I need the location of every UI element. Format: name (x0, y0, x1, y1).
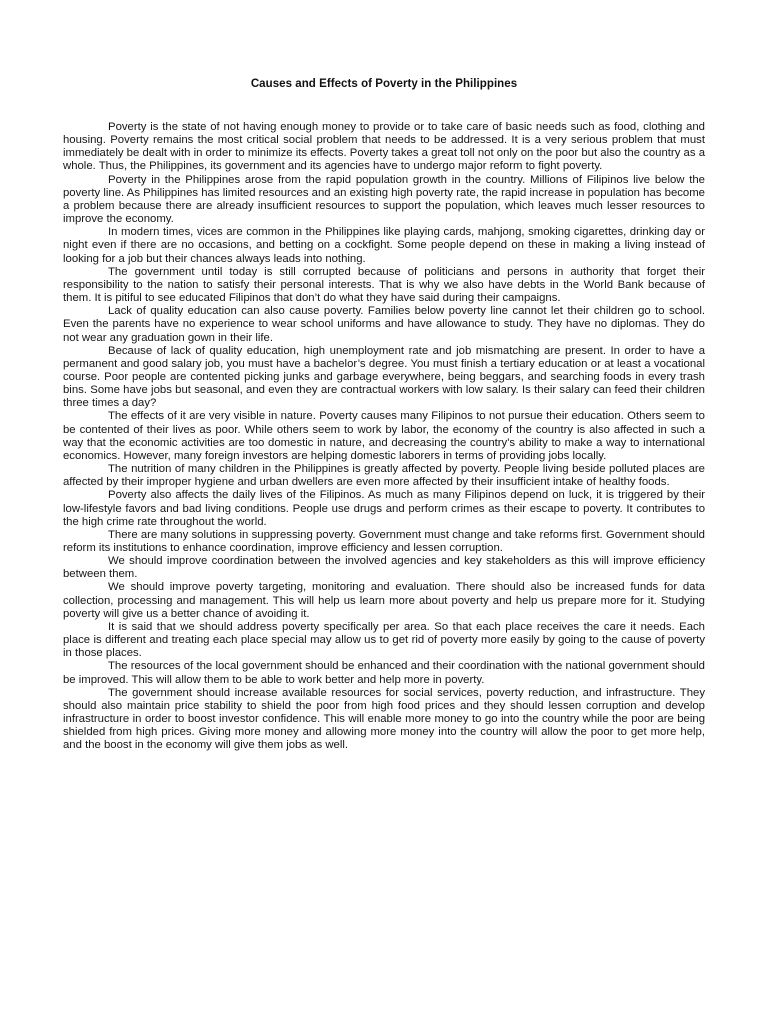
paragraph: The government should increase available resources for social services, poverty reduction, and infrastructure. They should also maintain price stability to shield the poor from high food prices and they should lessen corruption and develop infrastructure in order to boost investor confidence. This will enable more money to go into the country while the poor are being shielded from high prices. Giving more money and allowing more money into the country will allow the poor to get more help, and the boost in the economy will give them jobs as well. (63, 686, 705, 752)
paragraph: Poverty is the state of not having enough money to provide or to take care of basic needs such as food, clothing and housing. Poverty remains the most critical social problem that needs to be addressed. It is a very serious problem that must immediately be dealt with in order to minimize its effects. Poverty takes a great toll not only on the poor but also the country as a whole. Thus, the Philippines, its government and its agencies have to undergo major reform to fight poverty. (63, 121, 705, 173)
paragraph: The effects of it are very visible in nature. Poverty causes many Filipinos to not pursue their education. Others seem to be contented of their lives as poor. While others seem to work by labor, the economy of the country is also affected in such a way that the economic activities are too domestic in nature, and decreasing the country's ability to make a way to international economics. However, many foreign investors are helping domestic laborers in terms of providing jobs locally. (63, 410, 705, 462)
paragraph: In modern times, vices are common in the Philippines like playing cards, mahjong, smoking cigarettes, drinking day or night even if there are no occasions, and betting on a cockfight. Some people depend on these in making a living instead of looking for a job but their chances always leads into nothing. (63, 226, 705, 265)
paragraph: Lack of quality education can also cause poverty. Families below poverty line cannot let their children go to school. Even the parents have no experience to wear school uniforms and have allowance to study. They have no diplomas. They do not wear any graduation gown in their life. (63, 305, 705, 344)
paragraph: The government until today is still corrupted because of politicians and persons in authority that forget their responsibility to the nation to satisfy their personal interests. That is why we also have debts in the World Bank because of them. It is pitiful to see educated Filipinos that don’t do what they have said during their campaigns. (63, 265, 705, 305)
paragraph: There are many solutions in suppressing poverty. Government must change and take reforms first. Government should reform its institutions to enhance coordination, improve efficiency and lessen corruption. (63, 528, 705, 554)
paragraph: We should improve coordination between the involved agencies and key stakeholders as this will improve efficiency between them. (63, 555, 705, 581)
paragraph: It is said that we should address poverty specifically per area. So that each place receives the care it needs. Each place is different and treating each place special may allow us to get rid of poverty more easily by going to the cause of poverty in those places. (63, 620, 705, 660)
paragraph: The nutrition of many children in the Philippines is greatly affected by poverty. People living beside polluted places are affected by their improper hygiene and urban dwellers are even more affected by their insufficient intake of healthy foods. (63, 463, 705, 489)
paragraph: We should improve poverty targeting, monitoring and evaluation. There should also be increased funds for data collection, processing and management. This will help us learn more about poverty and help us prepare more for it. Studying poverty will give us a better chance of avoiding it. (63, 581, 705, 620)
paragraph: The resources of the local government should be enhanced and their coordination with the national government should be improved. This will allow them to be able to work better and help more in poverty. (63, 660, 705, 686)
paragraph: Because of lack of quality education, high unemployment rate and job mismatching are present. In order to have a permanent and good salary job, you must have a bachelor’s degree. You must finish a tertiary education or at least a vocational course. Poor people are contented picking junks and garbage everywhere, being beggars, and searching foods in every trash bins. Some have jobs but seasonal, and even they are contractual workers with low salary. Is their salary can feed their children three times a day? (63, 344, 705, 410)
document-title: Causes and Effects of Poverty in the Philippines (250, 78, 518, 90)
document-body (63, 121, 705, 753)
paragraph: Poverty in the Philippines arose from the rapid population growth in the country. Millions of Filipinos live below the poverty line. As Philippines has limited resources and an existing high poverty rate, the rapid increase in population has become a problem because there are already insufficient resources to support the population, which leaves much lesser resources to improve the economy. (63, 173, 705, 226)
paragraph: Poverty also affects the daily lives of the Filipinos. As much as many Filipinos depend on luck, it is triggered by their low-lifestyle favors and bad living conditions. People use drugs and perform crimes as their escape to poverty. It contributes to the high crime rate throughout the world. (63, 489, 705, 528)
